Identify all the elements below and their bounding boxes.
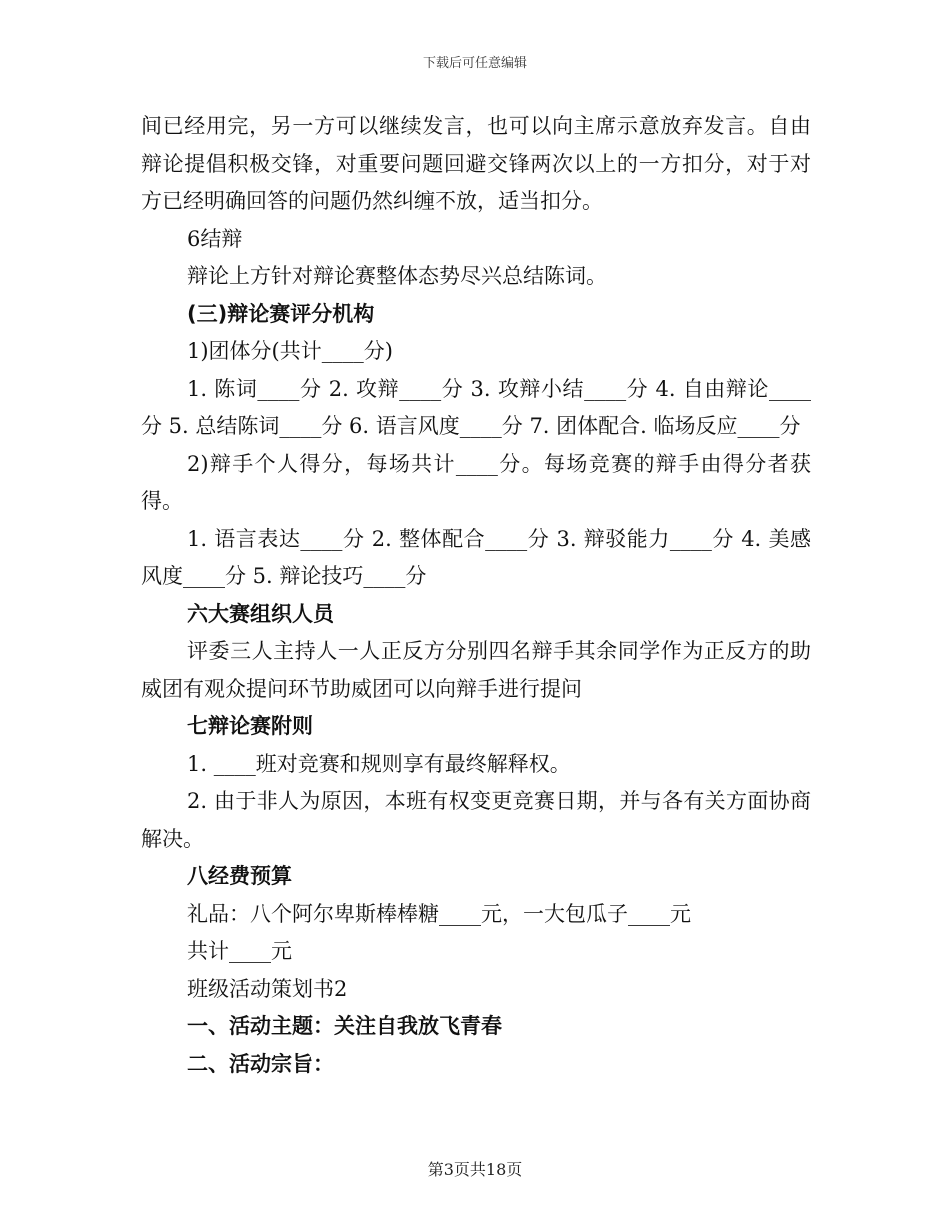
paragraph-closing-heading: 6结辩	[187, 226, 243, 251]
section-heading-budget: 八经费预算	[187, 864, 292, 888]
section-heading-appendix: 七辩论赛附则	[187, 714, 313, 738]
paragraph-individual-score: 2)辩手个人得分，每场共计____分。每场竞赛的辩手由得分者获得。	[141, 451, 811, 513]
paragraph-team-score-items: 1. 陈词____分 2. 攻辩____分 3. 攻辩小结____分 4. 自由辩论____分 5. 总结陈词____分 6. 语言风度____分 7. 团体配合. 临场反应____分	[141, 376, 811, 438]
paragraph-appendix-2: 2. 由于非人为原因，本班有权变更竞赛日期，并与各有关方面协商解决。	[141, 789, 811, 851]
paragraph-free-debate-rules: 间已经用完，另一方可以继续发言，也可以向主席示意放弃发言。自由辩论提倡积极交锋，对重要问题回避交锋两次以上的一方扣分，对于对方已经明确回答的问题仍然纠缠不放，适当扣分。	[141, 114, 811, 213]
section-heading-theme: 一、活动主题：关注自我放飞青春	[187, 1014, 502, 1038]
paragraph-budget-total: 共计____元	[187, 939, 292, 963]
paragraph-organizers: 评委三人主持人一人正反方分别四名辩手其余同学作为正反方的助威团有观众提问环节助威团可以向辩手进行提问	[141, 639, 811, 701]
paragraph-appendix-1: 1. ____班对竞赛和规则享有最终解释权。	[187, 751, 571, 776]
paragraph-individual-score-items: 1. 语言表达____分 2. 整体配合____分 3. 辩驳能力____分 4. 美感风度____分 5. 辩论技巧____分	[141, 526, 811, 588]
paragraph-plan-title: 班级活动策划书2	[187, 976, 348, 1001]
section-heading-organizers: 六大赛组织人员	[187, 601, 334, 626]
paragraph-team-score: 1)团体分(共计____分)	[187, 339, 393, 363]
document-body	[141, 108, 811, 1083]
section-heading-purpose: 二、活动宗旨：	[187, 1051, 334, 1076]
page-footer: 第3页共18页	[427, 1160, 523, 1179]
page-header: 下载后可任意编辑	[422, 56, 527, 71]
section-heading-scoring: (三)辩论赛评分机构	[187, 301, 375, 326]
paragraph-budget-gifts: 礼品：八个阿尔卑斯棒棒糖____元，一大包瓜子____元	[187, 901, 691, 926]
paragraph-closing-desc: 辩论上方针对辩论赛整体态势尽兴总结陈词。	[187, 264, 607, 288]
